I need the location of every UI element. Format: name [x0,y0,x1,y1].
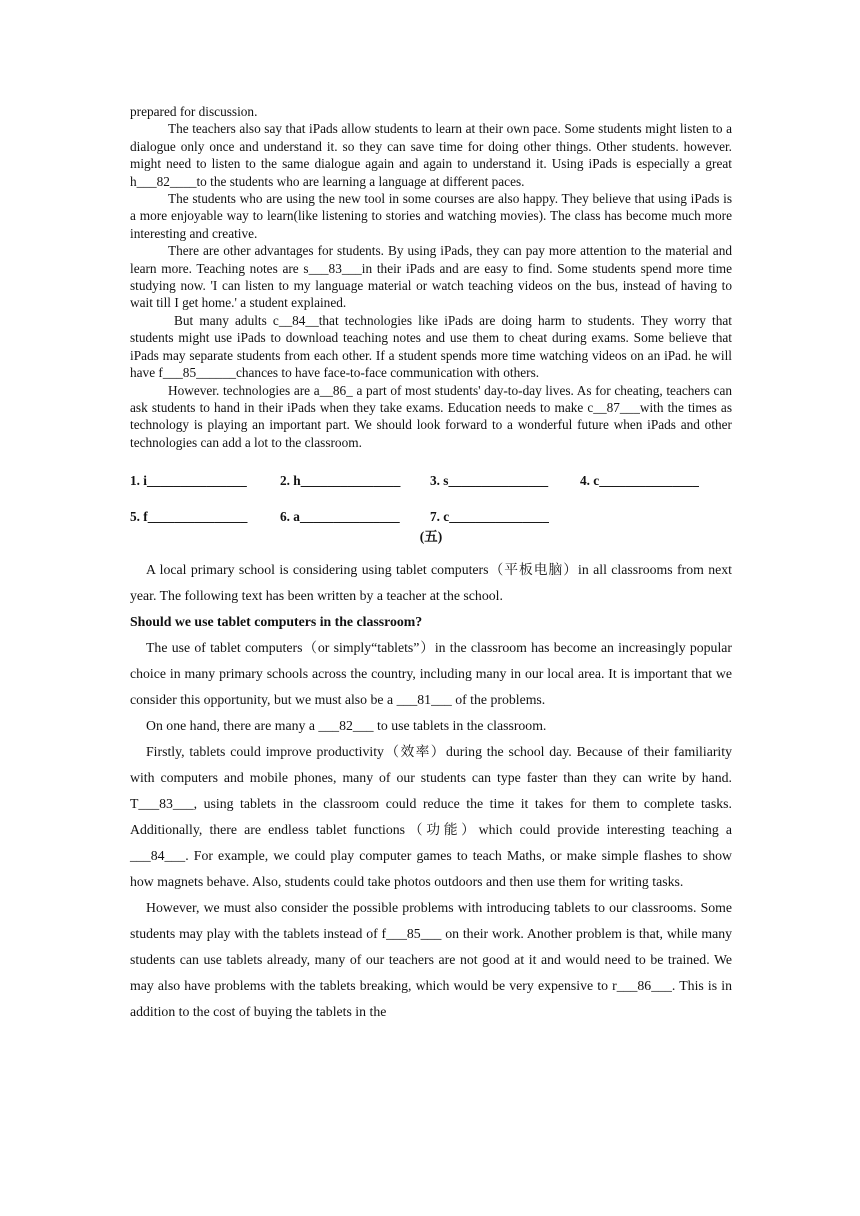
paragraph: The use of tablet computers（or simply“tablets”）in the classroom has become an increasingly popular choice in many primary schools across the country, including many in our local area. It is important that we consider this opportunity, but we must also be a ___81___ of the problems. [130,640,732,708]
answer-blank[interactable]: 3. s_______________ [430,473,549,489]
answer-blank[interactable]: 6. a_______________ [280,509,400,525]
passage-part1 [130,103,732,451]
paragraph: The teachers also say that iPads allow students to learn at their own pace. Some students might listen to a dialogue only once and understand it. so they can save time for doing other things. Other students. however. might need to listen to the same dialogue again and again to understand it. Using iPads is especially a great h___82____to the students who are learning a language at different paces. [130,121,732,189]
paragraph: But many adults c__84__that technologies like iPads are doing harm to students. They worry that students might use iPads to download teaching notes and use them to cheat during exams. Some believe that iPads may separate students from each other. If a student spends more time watching videos on an iPad. he will have f___85______chances to have face-to-face communication with others. [130,312,732,381]
answer-row [130,463,732,499]
passage-title: Should we use tablet computers in the classroom? [130,614,423,630]
section-heading: (五) [419,529,443,545]
answer-blank[interactable]: 2. h_______________ [280,473,401,489]
answer-blank[interactable]: 4. c_______________ [580,473,699,489]
answer-blanks [130,463,732,535]
paragraph: There are other advantages for students. By using iPads, they can pay more attention to the material and learn more. Teaching notes are s___83___in their iPads and are easy to find. Some students spend more time studying now. 'I can listen to my language material or watch teaching videos on the bus, instead of having to wait till I get home.' a student explained. [130,243,732,311]
document-page [130,103,732,1025]
paragraph: The students who are using the new tool in some courses are also happy. They believe that using iPads is a more enjoyable way to learn(like listening to stories and watching movies). The class has become much more interesting and creative. [130,191,732,241]
answer-blank[interactable]: 1. i_______________ [130,473,247,489]
answer-blank[interactable]: 7. c_______________ [430,509,549,525]
paragraph: prepared for discussion. [130,104,258,119]
paragraph: Firstly, tablets could improve productivity（效率）during the school day. Because of their familiarity with computers and mobile phones, many of our students can type faster than they can write by hand. T___83___, using tablets in the classroom could reduce the time it takes for them to complete tasks. Additionally, there are endless tablet functions（功能）which could provide interesting teaching a ___84___. For example, we could play computer games to teach Maths, or make simple flashes to show how magnets behave. Also, students could take photos outdoors and then use them for writing tasks. [130,744,732,890]
paragraph: However. technologies are a__86_ a part of most students' day-to-day lives. As for cheating, teachers can ask students to hand in their iPads when they take exams. Education needs to make c__87___with the times as technology is playing an important part. We should look forward to a wonderful future when iPads and other technologies can add a lot to the classroom. [130,382,732,450]
paragraph: On one hand, there are many a ___82___ to use tablets in the classroom. [146,718,547,734]
answer-blank[interactable]: 5. f_______________ [130,509,248,525]
intro-paragraph: A local primary school is considering using tablet computers（平板电脑）in all classrooms from next year. The following text has been written by a teacher at the school. [130,562,732,604]
paragraph: However, we must also consider the possible problems with introducing tablets to our classrooms. Some students may play with the tablets instead of f___85___ on their work. Another problem is that, while many students can use tablets already, many of our teachers are not good at it and would need to be trained. We may also have problems with the tablets breaking, which would be very expensive to r___86___. This is in addition to the cost of buying the tablets in the [130,900,732,1020]
passage-part2 [130,557,732,1025]
